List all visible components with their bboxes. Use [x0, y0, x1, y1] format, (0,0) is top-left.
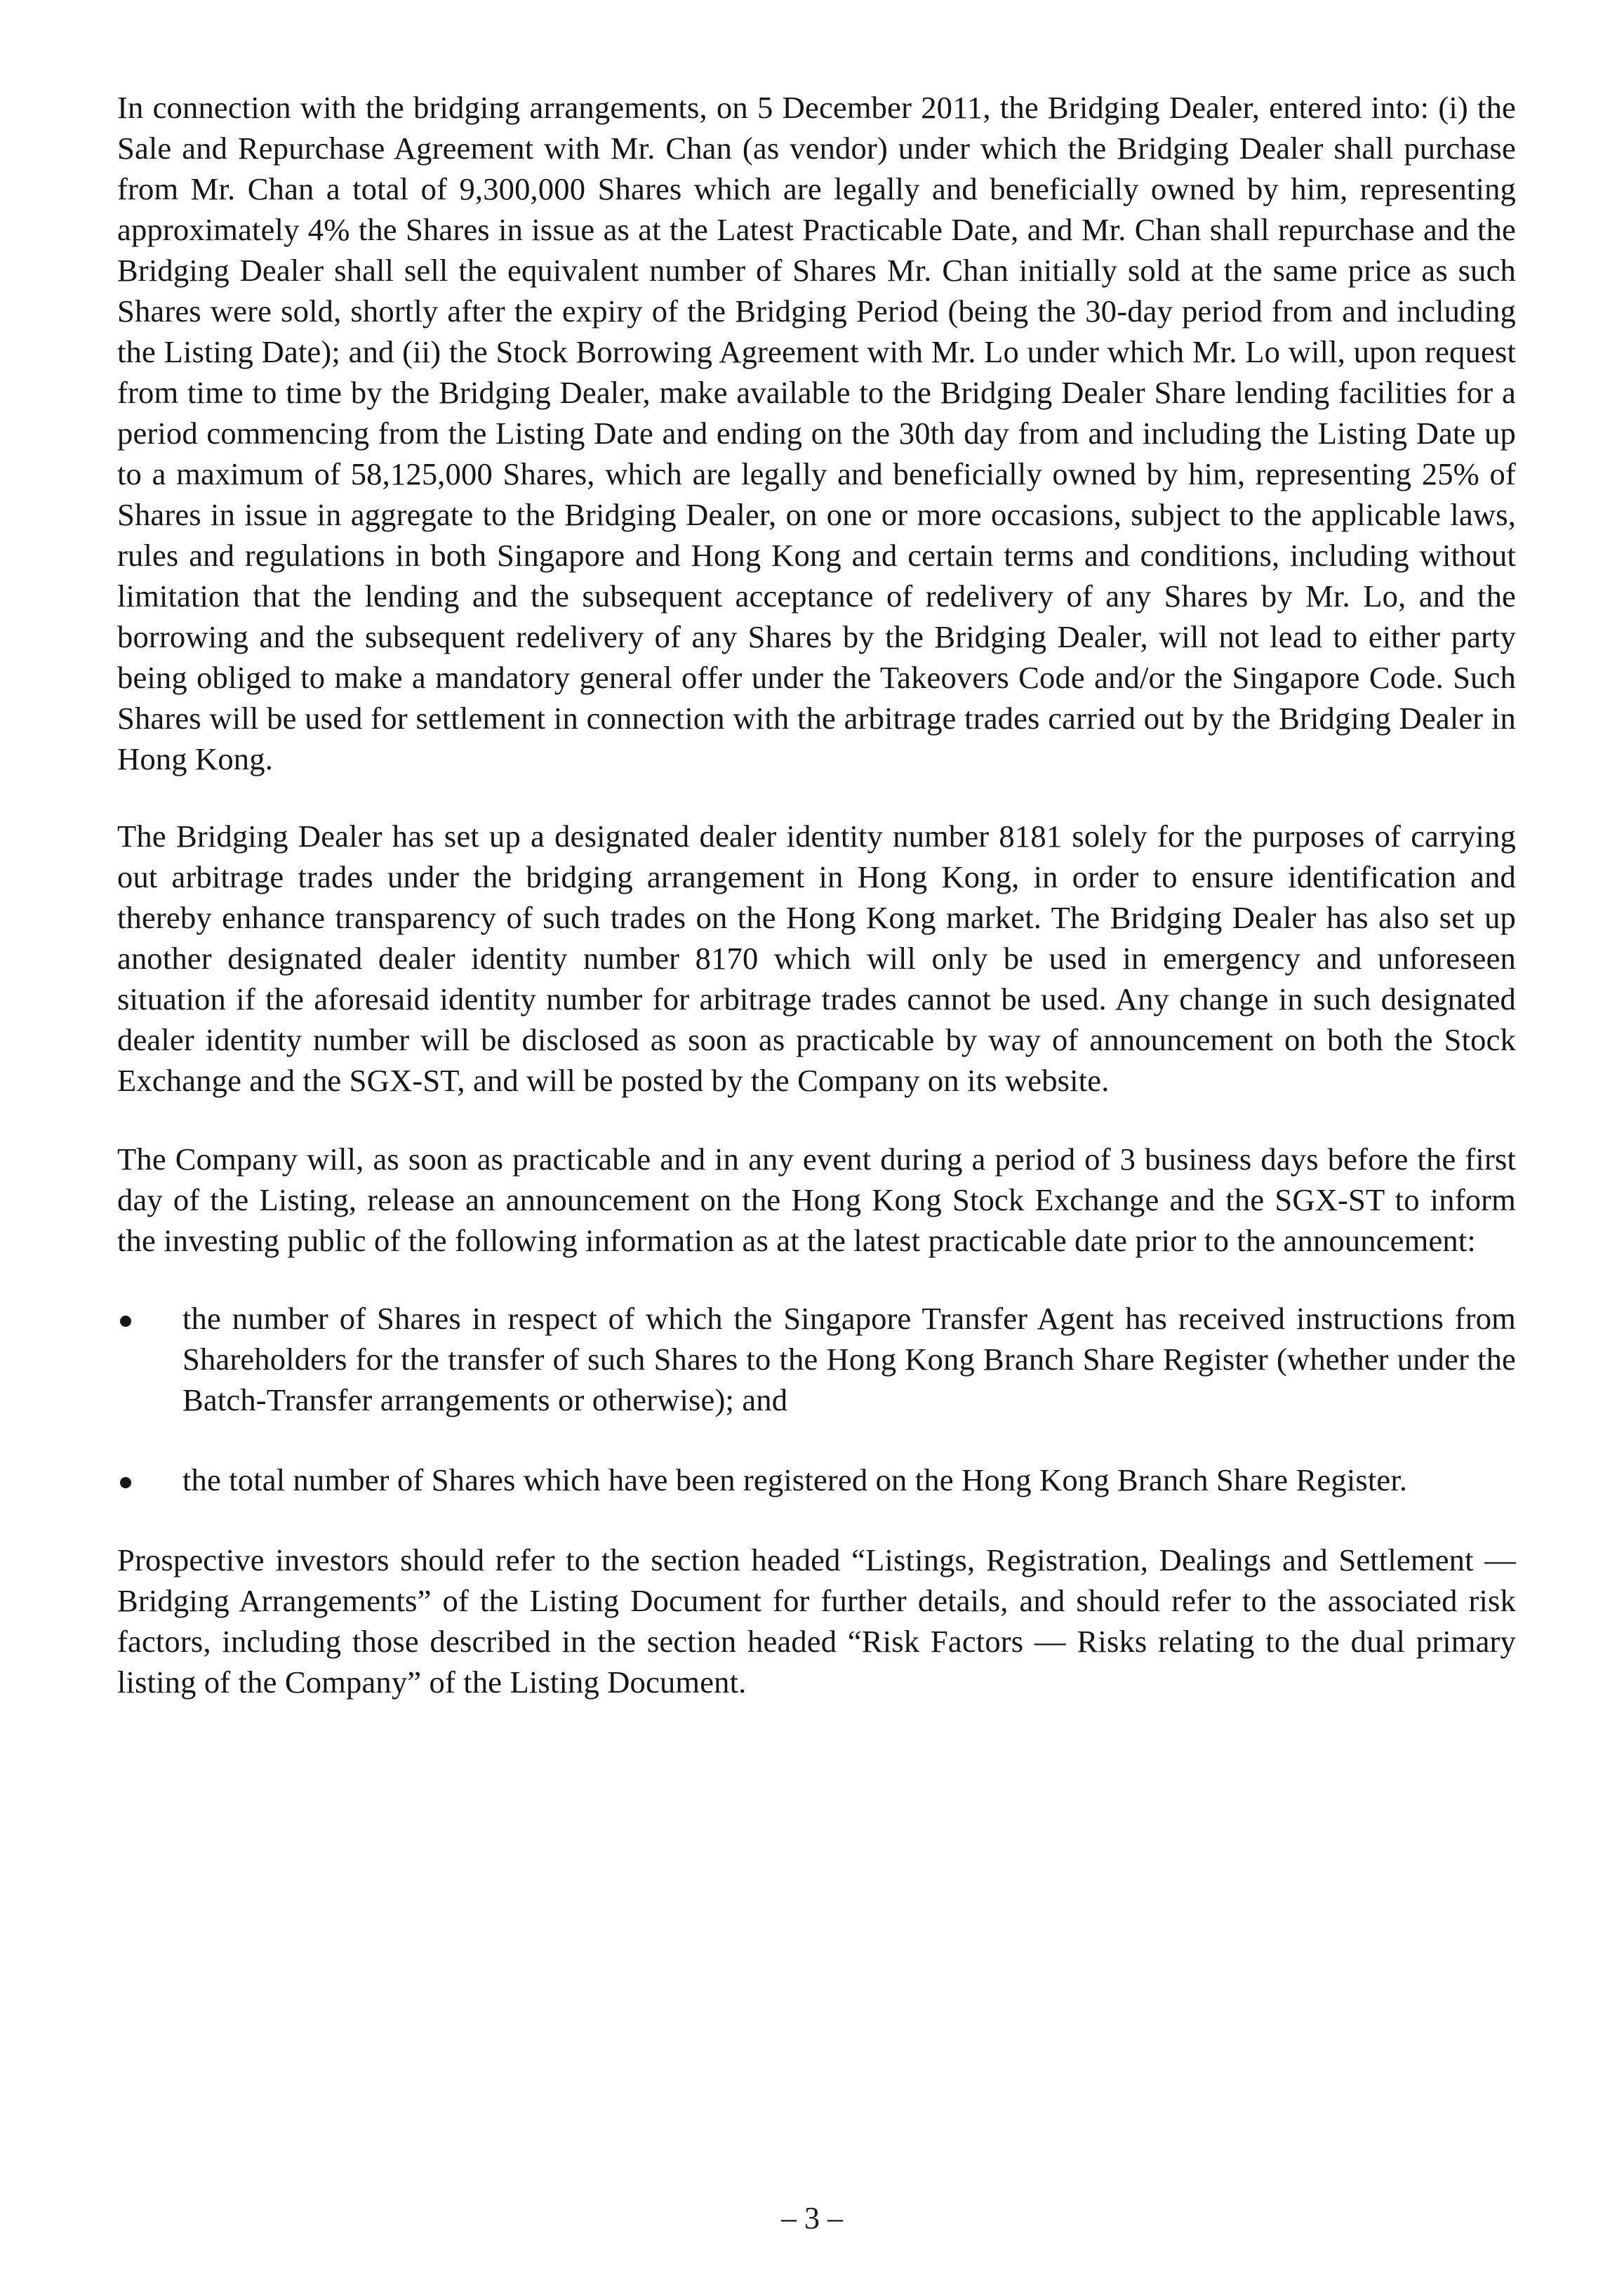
paragraph-prospective-investors: Prospective investors should refer to the section headed “Listings, Registration, Dealings and Settlement — Bridging Arrangements” of the Listing Document for further details, and should refer to the associated risk factors, including those described in the section headed “Risk Factors — Risks relating to the dual primary listing of the Company” of the Listing Document. — [117, 1542, 1516, 1700]
paragraph-bridging-arrangements: In connection with the bridging arrangements, on 5 December 2011, the Bridging Dealer, entered into: (i) the Sale and Repurchase Agreement with Mr. Chan (as vendor) under which the Bridging Dealer shall purchase from Mr. Chan a total of 9,300,000 Shares which are legally and beneficially owned by him, representing approximately 4% the Shares in issue as at the Latest Practicable Date, and Mr. Chan shall repurchase and the Bridging Dealer shall sell the equivalent number of Shares Mr. Chan initially sold at the same price as such Shares were sold, shortly after the expiry of the Bridging Period (being the 30-day period from and including the Listing Date); and (ii) the Stock Borrowing Agreement with Mr. Lo under which Mr. Lo will, upon request from time to time by the Bridging Dealer, make available to the Bridging Dealer Share lending facilities for a period commencing from the Listing Date and ending on the 30th day from and including the Listing Date up to a maximum of 58,125,000 Shares, which are legally and beneficially owned by him, representing 25% of Shares in issue in aggregate to the Bridging Dealer, on one or more occasions, subject to the applicable laws, rules and regulations in both Singapore and Hong Kong and certain terms and conditions, including without limitation that the lending and the subsequent acceptance of redelivery of any Shares by Mr. Lo, and the borrowing and the subsequent redelivery of any Shares by the Bridging Dealer, will not lead to either party being obliged to make a mandatory general offer under the Takeovers Code and/or the Singapore Code. Such Shares will be used for settlement in connection with the arbitrage trades carried out by the Bridging Dealer in Hong Kong. — [117, 90, 1516, 776]
document-page — [117, 87, 1516, 1702]
bullet-icon — [120, 1477, 131, 1488]
bullet-text: the total number of Shares which have been registered on the Hong Kong Branch Share Register. — [182, 1462, 1408, 1497]
paragraph-dealer-identity: The Bridging Dealer has set up a designated dealer identity number 8181 solely for the purposes of carrying out arbitrage trades under the bridging arrangement in Hong Kong, in order to ensure identification and thereby enhance transparency of such trades on the Hong Kong market. The Bridging Dealer has also set up another designated dealer identity number 8170 which will only be used in emergency and unforeseen situation if the aforesaid identity number for arbitrage trades cannot be used. Any change in such designated dealer identity number will be disclosed as soon as practicable by way of announcement on both the Stock Exchange and the SGX-ST, and will be posted by the Company on its website. — [117, 819, 1516, 1098]
bullet-text: the number of Shares in respect of which the Singapore Transfer Agent has received instructions from Shareholders for the transfer of such Shares to the Hong Kong Branch Share Register (whether under the Batch-Transfer arrangements or otherwise); and — [182, 1301, 1516, 1417]
bullet-list — [117, 1298, 1516, 1500]
bullet-icon — [120, 1316, 131, 1327]
bullet-item — [117, 1460, 1516, 1500]
bullet-item — [117, 1298, 1516, 1420]
page-number: – 3 – — [781, 2201, 843, 2235]
paragraph-announcement: The Company will, as soon as practicable and in any event during a period of 3 business days before the first day of the Listing, release an announcement on the Hong Kong Stock Exchange and the SGX-ST to inform the investing public of the following information as at the latest practicable date prior to the announcement: — [117, 1141, 1516, 1258]
